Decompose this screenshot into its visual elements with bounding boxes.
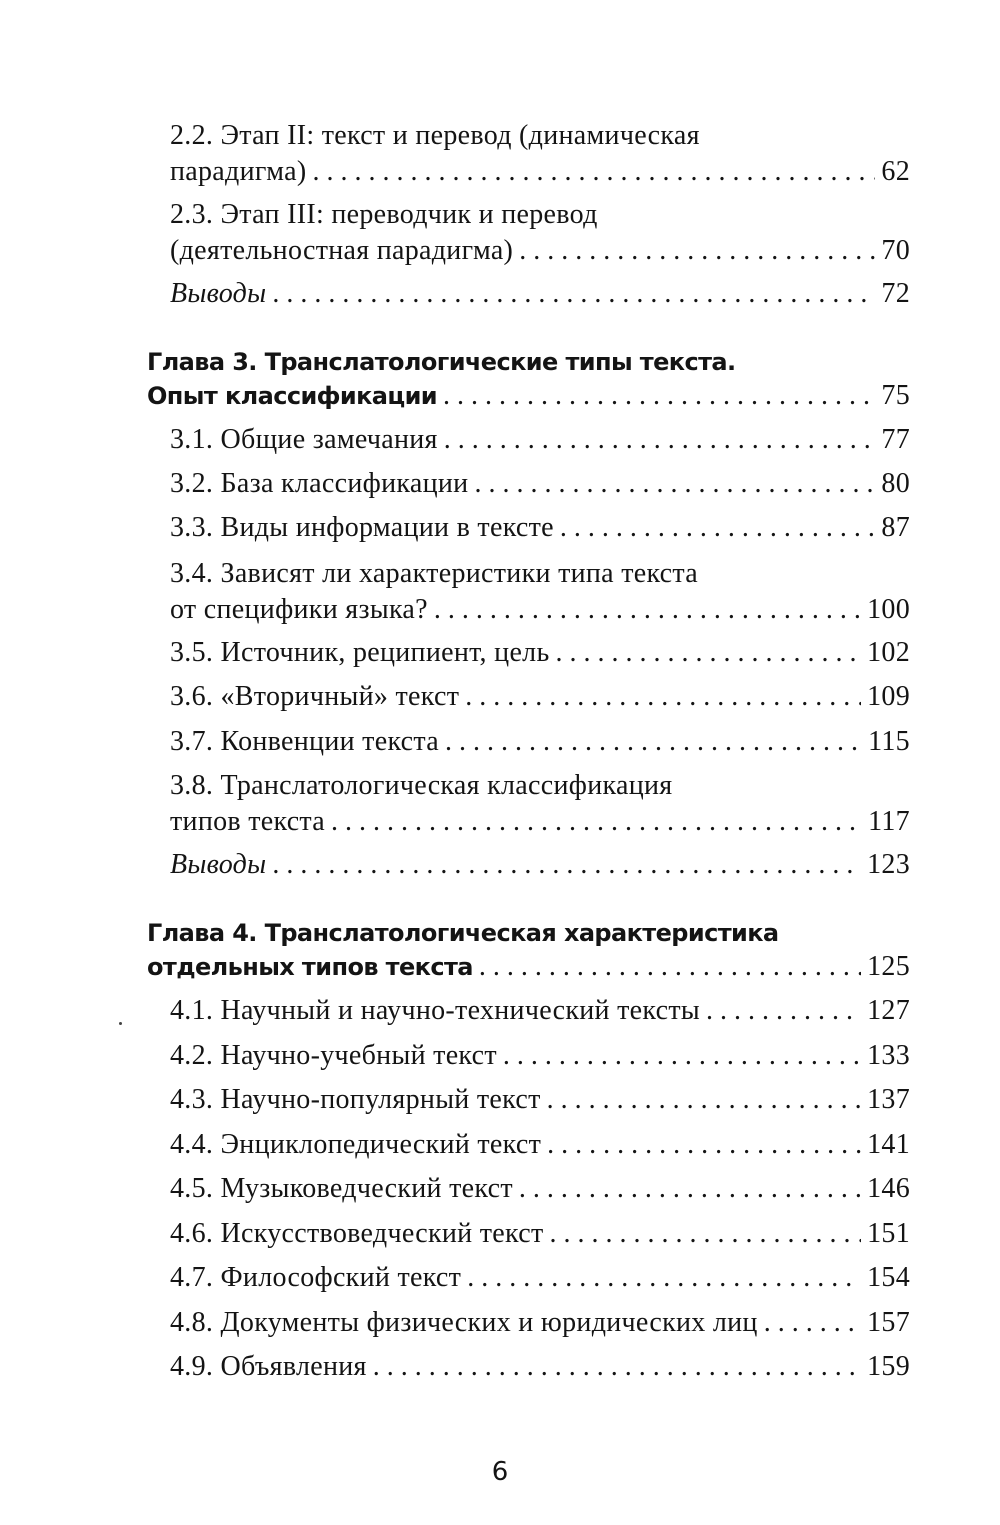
dot-leader bbox=[373, 1349, 861, 1385]
dot-leader bbox=[560, 510, 875, 546]
toc-page-number: 137 bbox=[867, 1084, 910, 1115]
toc-entry-last-line bbox=[170, 510, 910, 546]
toc-entry-3-8[interactable] bbox=[170, 768, 910, 840]
dot-leader bbox=[549, 1216, 861, 1252]
dot-leader bbox=[272, 847, 861, 883]
toc-entry-title: 4.4. Энциклопедический текст bbox=[170, 1129, 542, 1160]
toc-entry-3-7[interactable] bbox=[170, 724, 910, 760]
toc-entry-last-line bbox=[170, 635, 910, 671]
toc-entry-3-2[interactable] bbox=[170, 466, 910, 502]
toc-entry-title: 4.6. Искусствоведческий текст bbox=[170, 1218, 544, 1249]
toc-entry-last-line bbox=[170, 466, 910, 502]
toc-entry-4-8[interactable] bbox=[170, 1305, 910, 1341]
toc-entry-last-line bbox=[170, 1082, 910, 1118]
dot-leader bbox=[434, 592, 861, 628]
toc-chapter-3[interactable] bbox=[147, 345, 910, 413]
toc-entry-title: (деятельностная парадигма) bbox=[170, 235, 514, 266]
toc-page-number: 102 bbox=[867, 637, 910, 668]
toc-entry-last-line bbox=[170, 592, 910, 628]
toc-entry-last-line bbox=[170, 1260, 910, 1296]
print-speck bbox=[119, 1022, 122, 1025]
toc-entry-3-3[interactable] bbox=[170, 510, 910, 546]
toc-entry-4-3[interactable] bbox=[170, 1082, 910, 1118]
toc-entry-last-line bbox=[170, 1216, 910, 1252]
toc-entry-last-line bbox=[170, 276, 910, 312]
toc-entry-last-line bbox=[170, 1171, 910, 1207]
toc-page-number: 75 bbox=[881, 380, 910, 411]
toc-entry-title: 4.7. Философский текст bbox=[170, 1262, 462, 1293]
toc-entry-title: 4.8. Документы физических и юридических лиц bbox=[170, 1307, 758, 1338]
toc-entry-title: 3.7. Конвенции текста bbox=[170, 726, 439, 757]
chapter-heading-line: Глава 3. Транслатологические типы текста. bbox=[147, 348, 736, 376]
toc-entry-title: Выводы bbox=[170, 278, 267, 309]
toc-entry-4-9[interactable] bbox=[170, 1349, 910, 1385]
toc-entry-last-line bbox=[170, 993, 910, 1029]
chapter-title: отдельных типов текста bbox=[147, 953, 473, 981]
toc-page-number: 127 bbox=[867, 995, 910, 1026]
toc-entry-2-3[interactable] bbox=[170, 197, 910, 269]
toc-page-number: 154 bbox=[867, 1262, 910, 1293]
dot-leader bbox=[556, 635, 862, 671]
toc-page-number: 77 bbox=[881, 424, 910, 455]
dot-leader bbox=[519, 1171, 861, 1207]
toc-entry-title-line: 3.4. Зависят ли характеристики типа текста bbox=[170, 558, 699, 589]
page-number: 6 bbox=[491, 1457, 509, 1487]
dot-leader bbox=[764, 1305, 861, 1341]
toc-entry-3-6[interactable] bbox=[170, 679, 910, 715]
dot-leader bbox=[547, 1127, 861, 1163]
dot-leader bbox=[445, 724, 862, 760]
toc-entry-4-5[interactable] bbox=[170, 1171, 910, 1207]
dot-leader bbox=[706, 993, 861, 1029]
toc-chapter-4[interactable] bbox=[147, 916, 910, 984]
toc-entry-last-line bbox=[170, 1127, 910, 1163]
toc-page-number: 146 bbox=[867, 1173, 910, 1204]
toc-entry-last-line bbox=[170, 422, 910, 458]
toc-page-number: 70 bbox=[881, 235, 910, 266]
toc-entry-title: 4.3. Научно-популярный текст bbox=[170, 1084, 541, 1115]
toc-page-number: 80 bbox=[881, 468, 910, 499]
toc-entry-4-7[interactable] bbox=[170, 1260, 910, 1296]
toc-entry-chapter3-conclusions[interactable] bbox=[170, 847, 910, 883]
toc-entry-3-1[interactable] bbox=[170, 422, 910, 458]
toc-page-number: 109 bbox=[867, 681, 910, 712]
toc-page-number: 123 bbox=[867, 849, 910, 880]
dot-leader bbox=[272, 276, 875, 312]
dot-leader bbox=[467, 1260, 861, 1296]
dot-leader bbox=[331, 804, 862, 840]
toc-entry-3-5[interactable] bbox=[170, 635, 910, 671]
toc-page-number: 125 bbox=[867, 951, 910, 982]
toc-entry-title-line: 3.8. Транслатологическая классификация bbox=[170, 770, 673, 801]
toc-entry-last-line bbox=[170, 847, 910, 883]
dot-leader bbox=[547, 1082, 861, 1118]
toc-entry-title: 3.6. «Вторичный» текст bbox=[170, 681, 460, 712]
toc-entry-title: 3.1. Общие замечания bbox=[170, 424, 438, 455]
toc-entry-chapter2-conclusions[interactable] bbox=[170, 276, 910, 312]
toc-entry-last-line bbox=[170, 724, 910, 760]
toc-entry-last-line bbox=[170, 1305, 910, 1341]
toc-page-number: 117 bbox=[868, 806, 910, 837]
toc-entry-title: 4.5. Музыковедческий текст bbox=[170, 1173, 513, 1204]
toc-entry-last-line bbox=[170, 1038, 910, 1074]
toc-entry-last-line bbox=[147, 379, 910, 413]
toc-page-number: 100 bbox=[867, 594, 910, 625]
toc-page-number: 87 bbox=[881, 512, 910, 543]
dot-leader bbox=[443, 379, 875, 413]
toc-page-number: 141 bbox=[867, 1129, 910, 1160]
toc-entry-last-line bbox=[147, 950, 910, 984]
toc-entry-title-line: 2.2. Этап II: текст и перевод (динамическая bbox=[170, 120, 700, 151]
toc-entry-3-4[interactable] bbox=[170, 556, 910, 628]
toc-entry-4-2[interactable] bbox=[170, 1038, 910, 1074]
toc-page-number: 115 bbox=[868, 726, 910, 757]
toc-entry-last-line bbox=[170, 154, 910, 190]
toc-page-number: 157 bbox=[867, 1307, 910, 1338]
toc-entry-title: 3.3. Виды информации в тексте bbox=[170, 512, 554, 543]
chapter-title: Опыт классификации bbox=[147, 382, 438, 410]
toc-entry-last-line bbox=[170, 679, 910, 715]
toc-entry-title: Выводы bbox=[170, 849, 267, 880]
toc-entry-title: 4.1. Научный и научно-технический тексты bbox=[170, 995, 700, 1026]
toc-page-number: 159 bbox=[867, 1351, 910, 1382]
toc-entry-title: от специфики языка? bbox=[170, 594, 428, 625]
dot-leader bbox=[465, 679, 861, 715]
toc-entry-title: 4.2. Научно-учебный текст bbox=[170, 1040, 497, 1071]
toc-entry-title: типов текста bbox=[170, 806, 326, 837]
toc-entry-last-line bbox=[170, 233, 910, 269]
toc-entry-title: парадигма) bbox=[170, 156, 307, 187]
chapter-heading-line: Глава 4. Транслатологическая характеристика bbox=[147, 919, 779, 947]
toc-entry-title-line: 2.3. Этап III: переводчик и перевод bbox=[170, 199, 598, 230]
toc-entry-last-line bbox=[170, 804, 910, 840]
toc-entry-last-line bbox=[170, 1349, 910, 1385]
toc-entry-title: 4.9. Объявления bbox=[170, 1351, 367, 1382]
toc-page-number: 151 bbox=[867, 1218, 910, 1249]
dot-leader bbox=[444, 422, 876, 458]
dot-leader bbox=[503, 1038, 861, 1074]
toc-entry-title: 3.2. База классификации bbox=[170, 468, 469, 499]
dot-leader bbox=[312, 154, 875, 190]
toc-entry-4-1[interactable] bbox=[170, 993, 910, 1029]
toc-entry-title: 3.5. Источник, реципиент, цель bbox=[170, 637, 550, 668]
toc-entry-2-2[interactable] bbox=[170, 118, 910, 190]
dot-leader bbox=[474, 466, 875, 502]
dot-leader bbox=[519, 233, 875, 269]
toc-page-number: 72 bbox=[881, 278, 910, 309]
toc-entry-4-4[interactable] bbox=[170, 1127, 910, 1163]
toc-page-number: 62 bbox=[881, 156, 910, 187]
toc-entry-4-6[interactable] bbox=[170, 1216, 910, 1252]
dot-leader bbox=[479, 950, 861, 984]
toc-page-number: 133 bbox=[867, 1040, 910, 1071]
